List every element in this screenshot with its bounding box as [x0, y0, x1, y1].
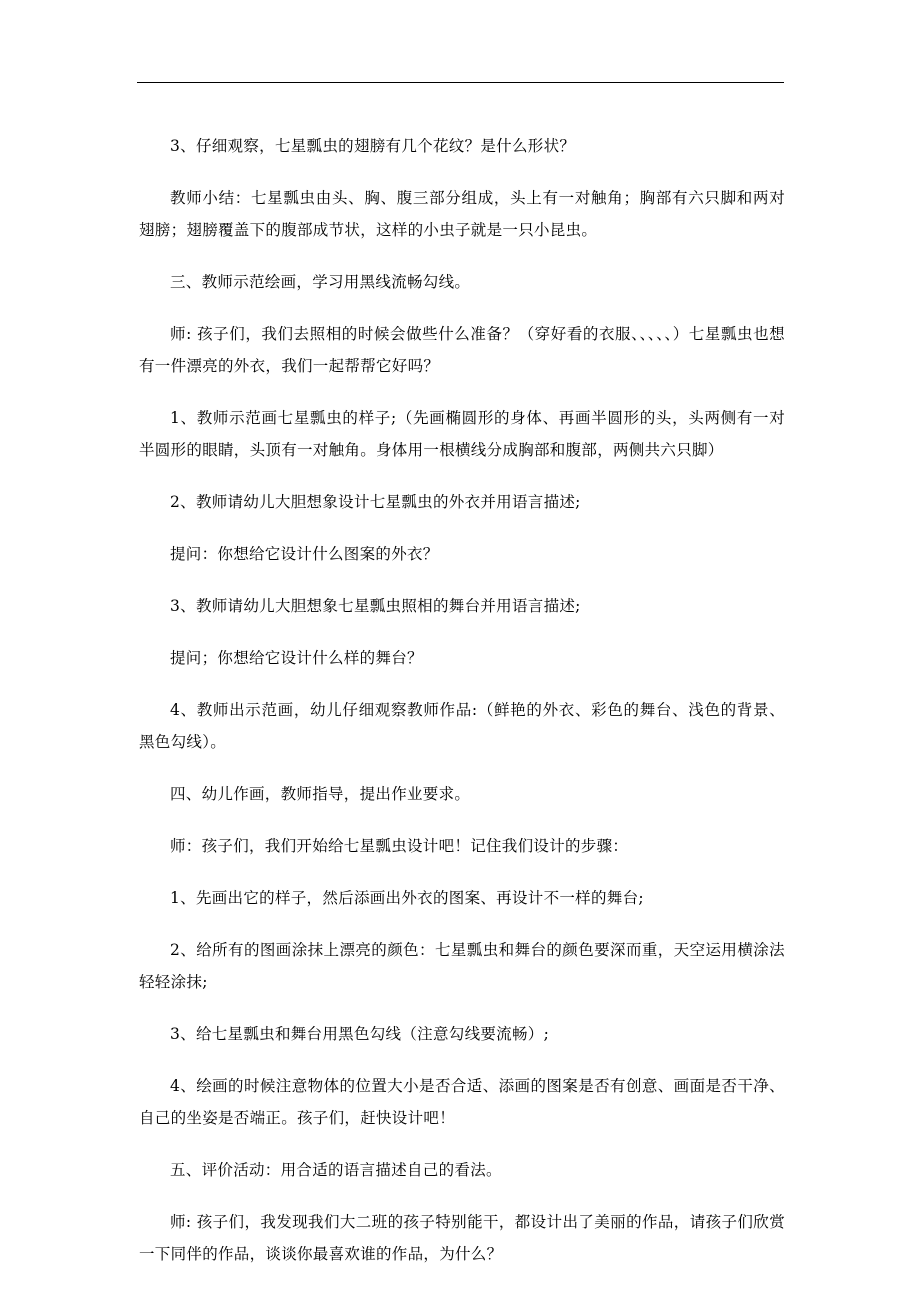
paragraph: 教师小结：七星瓢虫由头、胸、腹三部分组成，头上有一对触角；胸部有六只脚和两对翅膀；翅膀覆盖下的腹部成节状，这样的小虫子就是一只小昆虫。: [139, 189, 785, 239]
paragraph: 3、给七星瓢虫和舞台用黑色勾线（注意勾线要流畅）;: [170, 1025, 550, 1043]
paragraph: 提问：你想给它设计什么图案的外衣？: [170, 545, 439, 563]
section-heading: 三、教师示范绘画，学习用黑线流畅勾线。: [170, 273, 471, 291]
paragraph: 3、教师请幼儿大胆想象七星瓢虫照相的舞台并用语言描述;: [170, 597, 581, 615]
paragraph: 1、先画出它的样子，然后添画出外衣的图案、再设计不一样的舞台;: [170, 889, 644, 907]
paragraph: 师: 孩子们，我们去照相的时候会做些什么准备？（穿好看的衣服、、、、、）七星瓢虫也想有一件漂亮的外衣，我们一起帮帮它好吗？: [139, 325, 785, 375]
paragraph: 3、仔细观察，七星瓢虫的翅膀有几个花纹？是什么形状？: [170, 137, 576, 155]
paragraph: 提问；你想给它设计什么样的舞台？: [170, 649, 423, 667]
section-heading: 五、评价活动：用合适的语言描述自己的看法。: [170, 1161, 502, 1179]
paragraph: 师: 孩子们，我发现我们大二班的孩子特别能干，都设计出了美丽的作品，请孩子们欣赏一下同伴的作品，谈谈你最喜欢谁的作品，为什么？: [139, 1213, 785, 1263]
header-rule: [137, 82, 784, 83]
paragraph: 1、教师示范画七星瓢虫的样子;（先画椭圆形的身体、再画半圆形的头，头两侧有一对半圆形的眼睛，头顶有一对触角。身体用一根横线分成胸部和腹部，两侧共六只脚）: [139, 409, 785, 459]
paragraph: 2、给所有的图画涂抹上漂亮的颜色：七星瓢虫和舞台的颜色要深而重，天空运用横涂法轻轻涂抹;: [139, 941, 785, 991]
document-body: [139, 130, 785, 1290]
paragraph: 师：孩子们，我们开始给七星瓢虫设计吧！记住我们设计的步骤：: [170, 837, 629, 855]
section-heading: 四、幼儿作画，教师指导，提出作业要求。: [170, 785, 471, 803]
paragraph: 4、绘画的时候注意物体的位置大小是否合适、添画的图案是否有创意、画面是否干净、自己的坐姿是否端正。孩子们，赶快设计吧！: [139, 1077, 785, 1127]
paragraph: 2、教师请幼儿大胆想象设计七星瓢虫的外衣并用语言描述;: [170, 493, 581, 511]
paragraph: 4、教师出示范画，幼儿仔细观察教师作品:（鲜艳的外衣、彩色的舞台、浅色的背景、黑色勾线）。: [139, 701, 785, 751]
